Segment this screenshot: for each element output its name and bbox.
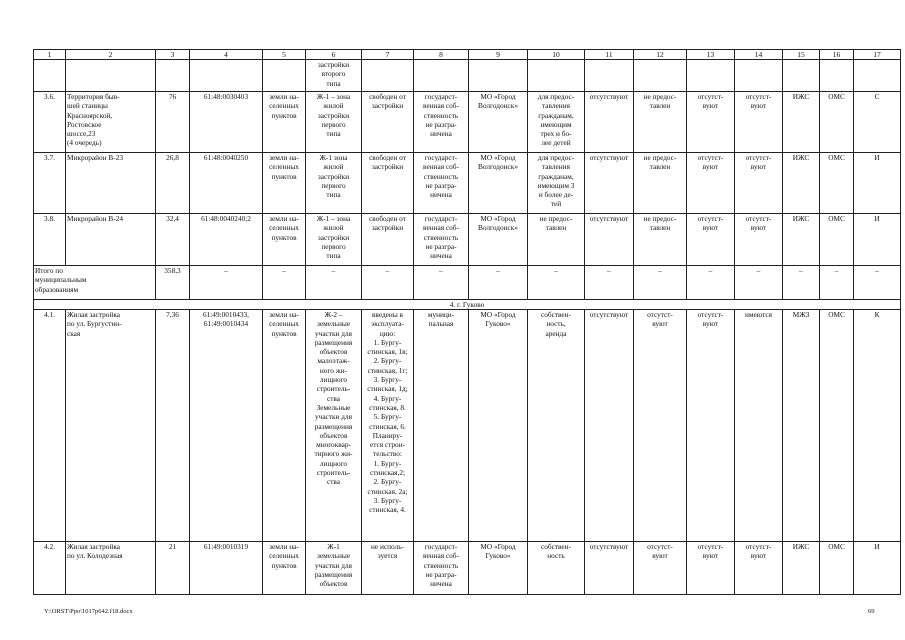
table-cell-col1: 4.1.	[34, 310, 66, 542]
table-cell-col8: государст- венная соб- ственность не разгра- ничена	[414, 214, 469, 266]
table-cell-col17: И	[854, 214, 901, 266]
table-cell-col5: земли на- селенных пунктов	[263, 214, 306, 266]
table-cell-col8: муници- пальная	[414, 310, 469, 542]
column-number-4: 4	[190, 50, 263, 60]
table-cell-col10: собствен- ность	[528, 542, 585, 595]
table-cell-col16: ОМС	[820, 153, 854, 214]
table-cell-col1: 3.6.	[34, 92, 66, 153]
table-cell-col11	[585, 60, 634, 92]
table-cell-col5: земли на- селенных пунктов	[263, 542, 306, 595]
table-cell-col7: введены в эксплуата- цию: 1. Бургу- стинская, 1в; 2. Бургу- стинская, 1г; 3. Бургу- стинская, 1д; 4. Бургу- стинская, 8. 5. Бургу- стинская, 6. Планиру- ется строи- тельство: 1. Бургу- стинская,2; 2. Бургу- стинская, 2а; 3. Бургу- стинская, 4.	[362, 310, 414, 542]
total-cell-col14: –	[735, 266, 783, 300]
table-cell-col4: 61:48:0030403	[190, 92, 263, 153]
column-number-7: 7	[362, 50, 414, 60]
table-row	[34, 60, 901, 92]
table-cell-col15: МЖЗ	[783, 310, 820, 542]
table-cell-col9: МО «Город Гуково»	[469, 542, 528, 595]
table-cell-col13: отсутст- вуют	[687, 214, 735, 266]
table-row	[34, 153, 901, 214]
table-cell-col3: 26,8	[156, 153, 190, 214]
table-cell-col1	[34, 60, 66, 92]
table-cell-col8	[414, 60, 469, 92]
table-cell-col1: 3.8.	[34, 214, 66, 266]
table-cell-col2	[66, 60, 156, 92]
footer-page-number: 69	[868, 608, 875, 615]
table-cell-col9	[469, 60, 528, 92]
table-cell-col16	[820, 60, 854, 92]
table-cell-col13	[687, 60, 735, 92]
total-label: Итого по муниципальным образованиям	[34, 266, 156, 300]
table-cell-col8: государст- венная соб- ственность не разгра- ничена	[414, 542, 469, 595]
total-row	[34, 266, 901, 300]
total-cell-col15: –	[783, 266, 820, 300]
table-cell-col17: И	[854, 542, 901, 595]
table-cell-col4: 61:48:0040240;2	[190, 214, 263, 266]
table-row	[34, 310, 901, 542]
table-cell-col12: не предос- тавлен	[634, 214, 687, 266]
table-cell-col14: отсутст- вуют	[735, 92, 783, 153]
table-cell-col5	[263, 60, 306, 92]
total-cell-col3: 358,3	[156, 266, 190, 300]
table-cell-col6: Ж-1 – зона жилой застройки первого типа	[306, 214, 362, 266]
table-cell-col3: 32,4	[156, 214, 190, 266]
table-cell-col15: ИЖС	[783, 92, 820, 153]
table-cell-col10: для предос- тавления гражданам, имеющим трех и бо- лее детей	[528, 92, 585, 153]
table-cell-col12: отсутст- вуют	[634, 310, 687, 542]
table-cell-col7: свободен от застройки	[362, 214, 414, 266]
table-cell-col10: собствен- ность, аренда	[528, 310, 585, 542]
table-cell-col4: 61:49:0010319	[190, 542, 263, 595]
table-cell-col11: отсутствуют	[585, 92, 634, 153]
section-title: 4. г. Гуково	[34, 300, 901, 310]
table-cell-col15: ИЖС	[783, 153, 820, 214]
total-cell-col6: –	[306, 266, 362, 300]
table-cell-col13: отсутст- вуют	[687, 542, 735, 595]
table-cell-col14: отсутст- вуют	[735, 153, 783, 214]
table-cell-col7: не исполь- зуется	[362, 542, 414, 595]
total-cell-col5: –	[263, 266, 306, 300]
table-cell-col4: 61:49:0010433, 61:49:0010434	[190, 310, 263, 542]
column-number-17: 17	[854, 50, 901, 60]
column-number-1: 1	[34, 50, 66, 60]
table-cell-col12	[634, 60, 687, 92]
total-cell-col17: –	[854, 266, 901, 300]
table-cell-col10	[528, 60, 585, 92]
table-cell-col15: ИЖС	[783, 214, 820, 266]
table-cell-col11: отсутствуют	[585, 542, 634, 595]
column-number-14: 14	[735, 50, 783, 60]
total-cell-col4: –	[190, 266, 263, 300]
table-cell-col16: ОМС	[820, 214, 854, 266]
total-cell-col16: –	[820, 266, 854, 300]
table-cell-col7: свободен от застройки	[362, 92, 414, 153]
total-cell-col11: –	[585, 266, 634, 300]
land-plots-table	[33, 49, 901, 595]
table-cell-col16: ОМС	[820, 542, 854, 595]
table-cell-col8: государст- венная соб- ственность не разгра- ничена	[414, 153, 469, 214]
table-cell-col4: 61:48:0040250	[190, 153, 263, 214]
column-number-8: 8	[414, 50, 469, 60]
table-cell-col3: 7,36	[156, 310, 190, 542]
table-cell-col7	[362, 60, 414, 92]
table-cell-col10: не предос- тавлен	[528, 214, 585, 266]
table-cell-col12: не предос- тавлен	[634, 92, 687, 153]
table-cell-col6: Ж-1 зона жилой застройки первого типа	[306, 153, 362, 214]
total-cell-col10: –	[528, 266, 585, 300]
total-cell-col12: –	[634, 266, 687, 300]
table-cell-col17	[854, 60, 901, 92]
table-row	[34, 92, 901, 153]
table-cell-col14: отсутст- вуют	[735, 214, 783, 266]
column-number-2: 2	[66, 50, 156, 60]
table-cell-col3	[156, 60, 190, 92]
table-cell-col17: И	[854, 153, 901, 214]
table-cell-col6: застройки второго типа	[306, 60, 362, 92]
column-number-15: 15	[783, 50, 820, 60]
column-number-12: 12	[634, 50, 687, 60]
table-cell-col6: Ж-2 – земельные участки для размещения объектов малоэтаж- ного жи- лищного строитель- ства Земельные участки для размещения объектов многоквар- тирного жи- лищного строитель- ства	[306, 310, 362, 542]
table-cell-col2: Микрорайон В-23	[66, 153, 156, 214]
table-cell-col17: С	[854, 92, 901, 153]
table-cell-col7: свободен от застройки	[362, 153, 414, 214]
column-number-11: 11	[585, 50, 634, 60]
footer-file-path: Y:\ORST\Ppo\1017p642.f18.docx	[44, 608, 133, 615]
table-cell-col6: Ж-1 земельные участки для размещения объектов	[306, 542, 362, 595]
table-cell-col3: 76	[156, 92, 190, 153]
total-cell-col8: –	[414, 266, 469, 300]
table-cell-col15	[783, 60, 820, 92]
column-number-10: 10	[528, 50, 585, 60]
table-cell-col9: МО «Город Волгодонск»	[469, 214, 528, 266]
total-cell-col9: –	[469, 266, 528, 300]
table-cell-col13: отсутст- вуют	[687, 153, 735, 214]
table-row	[34, 214, 901, 266]
table-cell-col12: отсутст- вуют	[634, 542, 687, 595]
table-cell-col5: земли на- селенных пунктов	[263, 310, 306, 542]
table-cell-col6: Ж-1 – зона жилой застройки первого типа	[306, 92, 362, 153]
table-cell-col3: 21	[156, 542, 190, 595]
table-cell-col1: 3.7.	[34, 153, 66, 214]
table-cell-col4	[190, 60, 263, 92]
column-number-3: 3	[156, 50, 190, 60]
table-row	[34, 542, 901, 595]
table-cell-col14: отсутст- вуют	[735, 542, 783, 595]
column-number-16: 16	[820, 50, 854, 60]
total-cell-col7: –	[362, 266, 414, 300]
table-cell-col9: МО «Город Волгодонск»	[469, 92, 528, 153]
table-cell-col5: земли на- селенных пунктов	[263, 92, 306, 153]
table-cell-col13: отсутст- вуют	[687, 310, 735, 542]
table-cell-col10: для предос- тавления гражданам, имеющим 3 и более де- тей	[528, 153, 585, 214]
column-number-13: 13	[687, 50, 735, 60]
table-cell-col14: имеются	[735, 310, 783, 542]
section-row	[34, 300, 901, 310]
column-number-6: 6	[306, 50, 362, 60]
table-cell-col12: не предос- тавлен	[634, 153, 687, 214]
table-cell-col14	[735, 60, 783, 92]
column-number-9: 9	[469, 50, 528, 60]
table-cell-col15: ИЖС	[783, 542, 820, 595]
column-number-row	[34, 50, 901, 60]
table-cell-col1: 4.2.	[34, 542, 66, 595]
table-cell-col11: отсутствуют	[585, 153, 634, 214]
column-number-5: 5	[263, 50, 306, 60]
table-cell-col9: МО «Город Волгодонск»	[469, 153, 528, 214]
table-cell-col16: ОМС	[820, 310, 854, 542]
table-cell-col17: К	[854, 310, 901, 542]
table-cell-col11: отсутствуют	[585, 310, 634, 542]
table-cell-col8: государст- венная соб- ственность не разгра- ничена	[414, 92, 469, 153]
table-cell-col2: Территория быв- шей станицы Красноярской, Ростовское шоссе,23 (4 очередь)	[66, 92, 156, 153]
table-cell-col16: ОМС	[820, 92, 854, 153]
table-cell-col2: Микрорайон В-24	[66, 214, 156, 266]
table-cell-col2: Жилая застройка по ул. Колодезная	[66, 542, 156, 595]
document-table-area	[33, 49, 881, 595]
table-cell-col5: земли на- селенных пунктов	[263, 153, 306, 214]
table-cell-col11: отсутствуют	[585, 214, 634, 266]
table-cell-col2: Жилая застройка по ул. Бургустин- ская	[66, 310, 156, 542]
total-cell-col13: –	[687, 266, 735, 300]
table-cell-col9: МО «Город Гуково»	[469, 310, 528, 542]
table-cell-col13: отсутст- вуют	[687, 92, 735, 153]
